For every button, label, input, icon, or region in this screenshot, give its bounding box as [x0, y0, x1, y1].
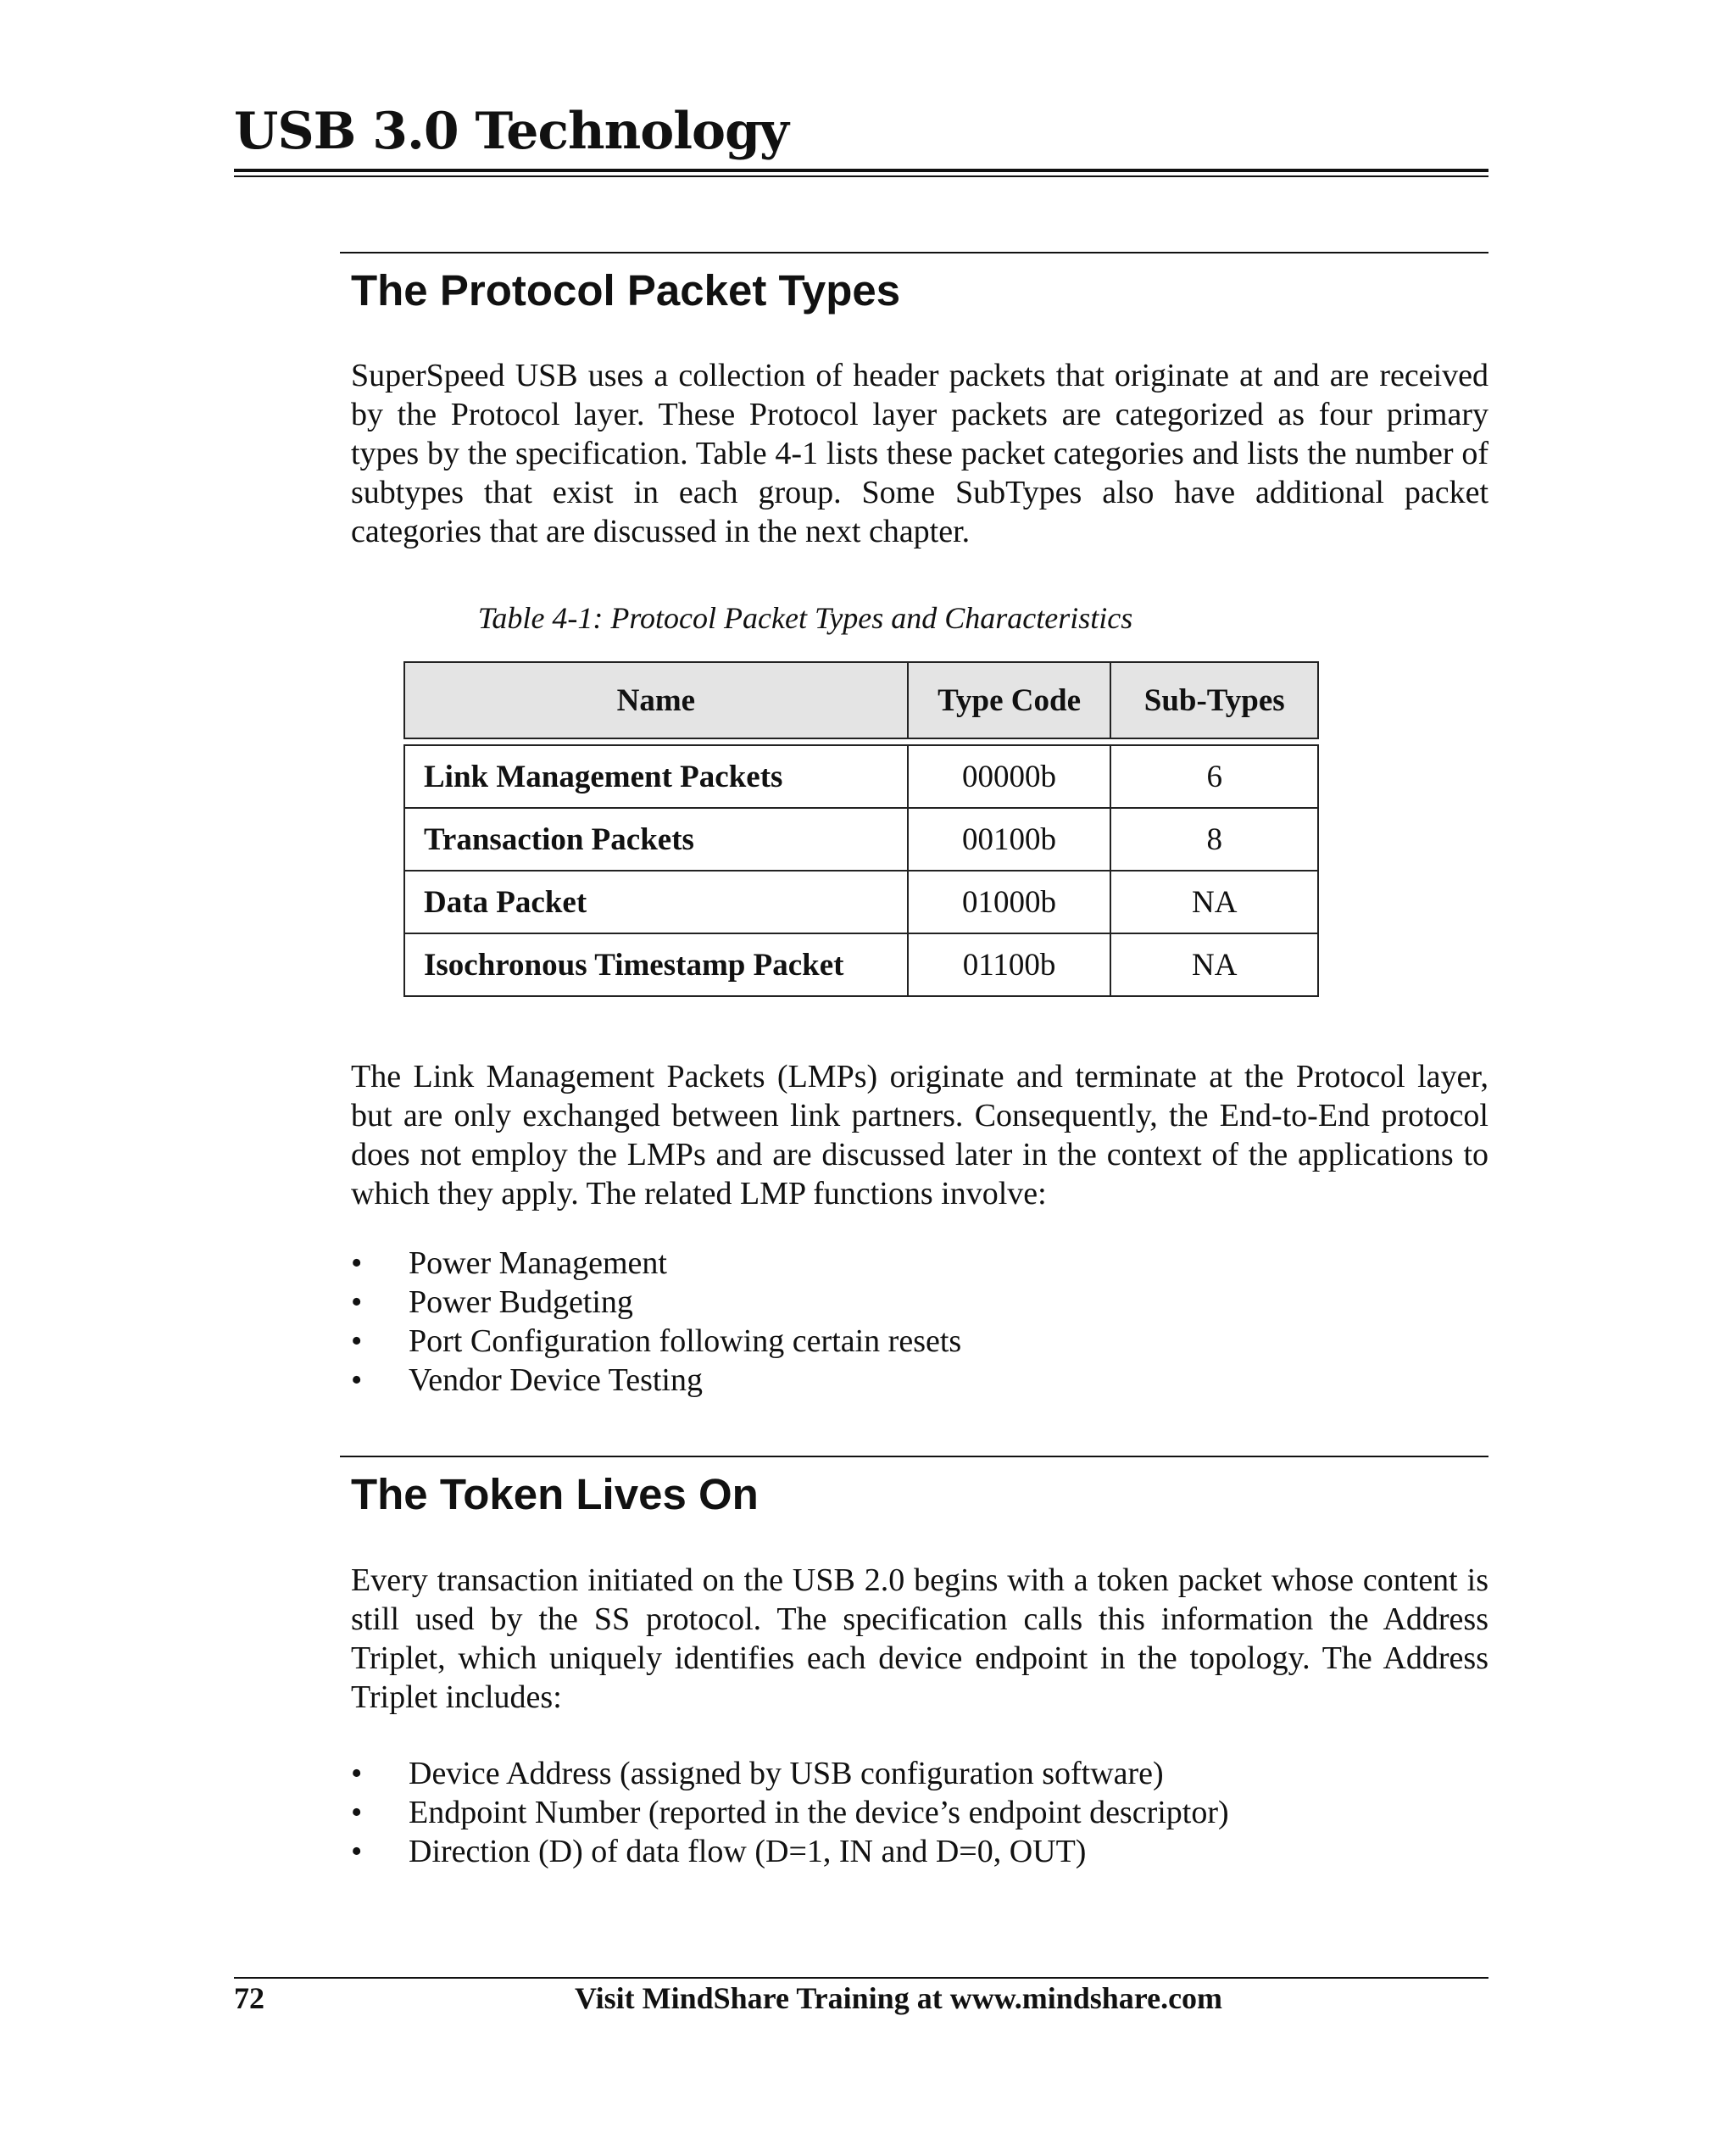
cell-packet-name: Data Packet: [404, 871, 908, 933]
table-row: [404, 871, 1318, 933]
lmp-functions-list: [351, 1244, 961, 1400]
bullet-icon: •: [351, 1756, 363, 1791]
page-number: 72: [234, 1981, 264, 2015]
list-item: • Vendor Device Testing: [351, 1362, 703, 1398]
cell-packet-name: Link Management Packets: [404, 745, 908, 808]
table-row: [404, 933, 1318, 996]
bullet-icon: •: [351, 1323, 363, 1359]
section-heading-token-lives-on: The Token Lives On: [351, 1470, 759, 1518]
cell-packet-name: Transaction Packets: [404, 808, 908, 871]
column-header-sub-types: Sub-Types: [1110, 662, 1318, 738]
cell-type-code: 01000b: [908, 871, 1111, 933]
packet-types-table: [403, 661, 1319, 997]
table-caption: Table 4-1: Protocol Packet Types and Characteristics: [477, 601, 1133, 635]
lmp-paragraph: The Link Management Packets (LMPs) originate and terminate at the Protocol layer, but are only exchanged between link partners. Consequently, the End-to-End protocol does not employ the LMPs and are discussed later in the context of the applications to which they apply. The related LMP functions involve:: [351, 1059, 1488, 1211]
cell-type-code: 00100b: [908, 808, 1111, 871]
footer-rule: [234, 1977, 1488, 1979]
cell-sub-types: NA: [1110, 933, 1318, 996]
header-rule-thin: [234, 175, 1488, 177]
token-paragraph: Every transaction initiated on the USB 2.0 begins with a token packet whose content is still used by the SS protocol. The specification calls this information the Address Triplet, which uniquely identifies each device endpoint in the topology. The Address Triplet includes:: [351, 1562, 1488, 1715]
cell-sub-types: NA: [1110, 871, 1318, 933]
bullet-icon: •: [351, 1245, 363, 1281]
intro-paragraph: SuperSpeed USB uses a collection of header packets that originate at and are received by the Protocol layer. These Protocol layer packets are categorized as four primary types by the specification. Table 4-1 lists these packet categories and lists the number of subtypes that exist in each group. Some SubTypes also have additional packet categories that are discussed in the next chapter.: [351, 358, 1488, 549]
footer-text: Visit MindShare Training at www.mindshare.com: [574, 1981, 1223, 2015]
list-item: • Device Address (assigned by USB configuration software): [351, 1756, 1164, 1791]
bullet-icon: •: [351, 1284, 363, 1320]
section-heading-protocol-packet-types: The Protocol Packet Types: [351, 266, 901, 315]
bullet-icon: •: [351, 1834, 363, 1869]
header-rule-thick: [234, 169, 1488, 172]
section-rule: [340, 1456, 1488, 1457]
bullet-icon: •: [351, 1795, 363, 1830]
list-item: • Direction (D) of data flow (D=1, IN and D=0, OUT): [351, 1834, 1087, 1869]
cell-packet-name: Isochronous Timestamp Packet: [404, 933, 908, 996]
table-row: [404, 808, 1318, 871]
address-triplet-list: [351, 1754, 1229, 1871]
table-row: [404, 745, 1318, 808]
header-separator: [404, 738, 1318, 745]
column-header-name: Name: [404, 662, 908, 738]
column-header-type-code: Type Code: [908, 662, 1111, 738]
cell-type-code: 01100b: [908, 933, 1111, 996]
list-item: • Port Configuration following certain resets: [351, 1323, 962, 1359]
cell-type-code: 00000b: [908, 745, 1111, 808]
bullet-icon: •: [351, 1362, 363, 1398]
cell-sub-types: 6: [1110, 745, 1318, 808]
section-rule: [340, 252, 1488, 253]
list-item: • Endpoint Number (reported in the device’s endpoint descriptor): [351, 1795, 1229, 1830]
table-header-row: [404, 662, 1318, 738]
cell-sub-types: 8: [1110, 808, 1318, 871]
list-item: • Power Budgeting: [351, 1284, 633, 1320]
running-head: USB 3.0 Technology: [234, 102, 788, 161]
list-item: • Power Management: [351, 1245, 667, 1281]
